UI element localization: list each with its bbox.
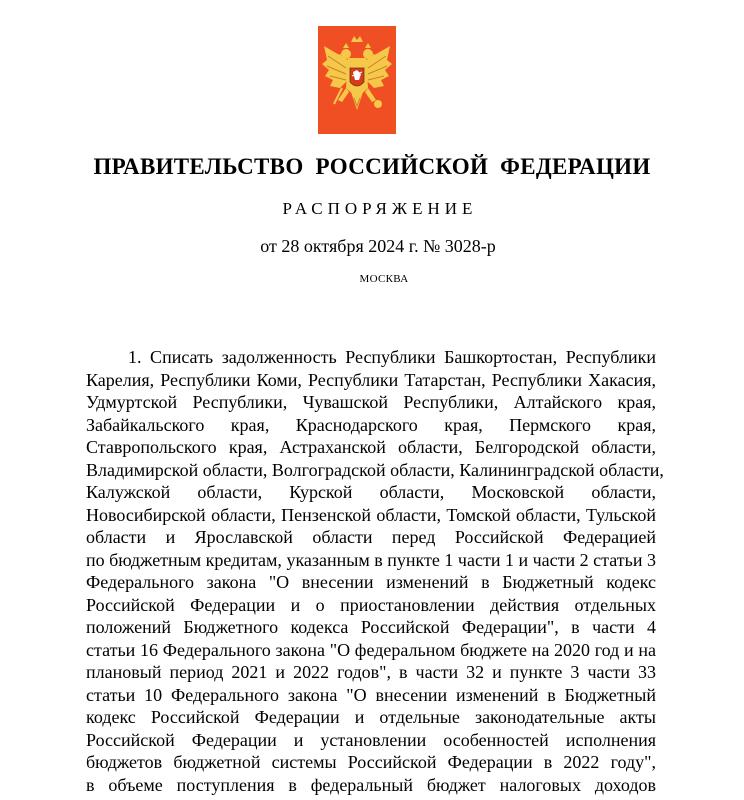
body-line: Ставропольского края, Астраханской области, Белгородской области,	[86, 437, 656, 457]
body-line: бюджетов бюджетной системы Российской Федерации в 2022 году",	[86, 752, 656, 772]
body-line: в объеме поступления в федеральный бюджет налоговых доходов	[86, 774, 656, 795]
document-city: МОСКВА	[359, 273, 409, 285]
government-title: ПРАВИТЕЛЬСТВО РОССИЙСКОЙ ФЕДЕРАЦИИ	[93, 154, 651, 179]
body-line: статьи 16 Федерального закона "О федеральном бюджете на 2020 год и на	[86, 639, 656, 660]
body-line: статьи 10 Федерального закона "О внесении изменений в Бюджетный	[86, 684, 656, 705]
body-line: области и Ярославской области перед Российской Федерацией	[86, 527, 656, 547]
body-line: Калужской области, Курской области, Московской области,	[86, 482, 656, 502]
coat-of-arms-icon	[318, 26, 396, 134]
body-line: Российской Федерации и установлении особенностей исполнения	[86, 729, 656, 750]
body-line: Федерального закона "О внесении изменений в Бюджетный кодекс	[86, 572, 656, 592]
body-line: Владимирской области, Волгоградской области, Калининградской области,	[86, 459, 664, 480]
body-line: кодекс Российской Федерации и отдельные законодательные акты	[86, 707, 656, 727]
body-line: Российской Федерации и о приостановлении действия отдельных	[86, 594, 656, 615]
body-line: Новосибирской области, Пензенской области, Томской области, Тульской	[86, 504, 656, 525]
body-line: положений Бюджетного кодекса Российской Федерации", в части 4	[86, 617, 656, 637]
body-line: Карелия, Республики Коми, Республики Татарстан, Республики Хакасия,	[86, 369, 656, 390]
document-body	[86, 346, 664, 796]
body-line: по бюджетным кредитам, указанным в пункте 1 части 1 и части 2 статьи 3	[86, 549, 656, 570]
body-line: 1. Списать задолженность Республики Башкортостан, Республики	[128, 347, 656, 367]
document-type: РАСПОРЯЖЕНИЕ	[282, 199, 478, 218]
body-line: плановый период 2021 и 2022 годов", в части 32 и пункте 3 части 33	[86, 662, 656, 682]
body-line: Забайкальского края, Краснодарского края, Пермского края,	[86, 414, 656, 435]
document-date-number: от 28 октября 2024 г. № 3028-р	[260, 236, 496, 256]
body-line: Удмуртской Республики, Чувашской Республики, Алтайского края,	[86, 392, 656, 412]
